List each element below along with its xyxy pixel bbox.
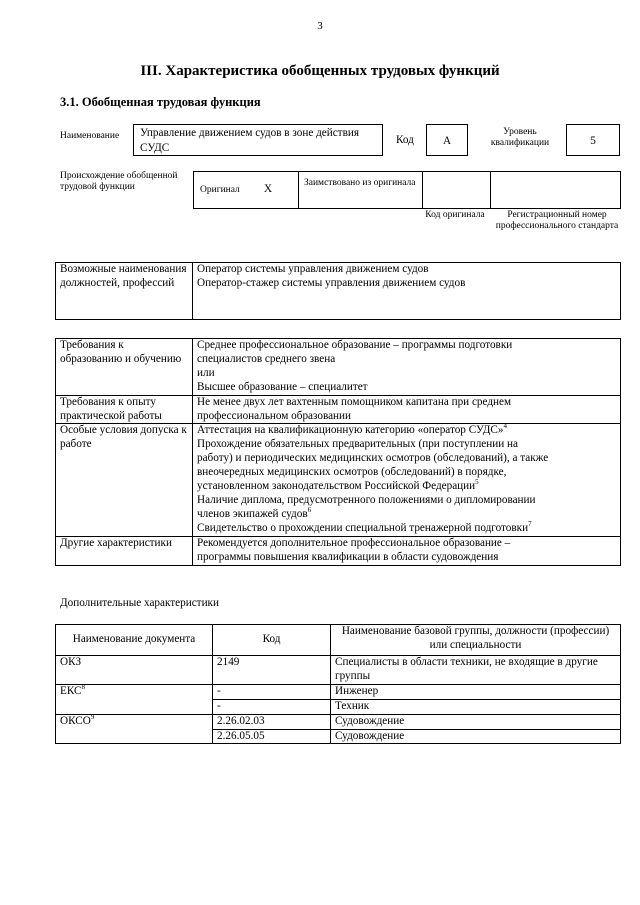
header-name: Наименование базовой группы, должности (профессии) или специальности <box>331 625 621 656</box>
page-number: 3 <box>317 20 323 32</box>
eks-name: Техник <box>331 699 621 714</box>
text-line: Наличие диплома, предусмотренного положениями о дипломировании <box>197 493 536 506</box>
function-name-value: Управление движением судов в зоне действия СУДС <box>140 127 359 154</box>
code-value: A <box>442 135 452 147</box>
text-line: Не менее двух лет вахтенным помощником капитана при среднем <box>197 395 512 408</box>
header-doc: Наименование документа <box>56 625 213 656</box>
positions-table <box>55 262 621 320</box>
text-line: Рекомендуется дополнительное профессиональное образование – <box>197 536 511 549</box>
eks-code: - <box>213 684 331 699</box>
divider <box>490 172 491 208</box>
experience-value <box>193 395 621 424</box>
name-label: Наименование <box>60 131 120 141</box>
text-line: Среднее профессиональное образование – программы подготовки <box>197 339 513 351</box>
other-value <box>193 536 621 565</box>
text-line: программы повышения квалификации в области судовождения <box>197 550 499 563</box>
okz-code: 2149 <box>213 656 331 685</box>
function-name-field <box>133 124 383 156</box>
text-line: Прохождение обязательных предварительных (при поступлении на <box>197 438 518 451</box>
text-line: внеочередных медицинских осмотров (обследований) в порядке, <box>197 466 507 479</box>
divider <box>298 172 299 208</box>
position-item: Оператор-стажер системы управления движением судов <box>197 276 466 289</box>
text-line <box>197 424 616 438</box>
okz-doc: ОКЗ <box>56 656 213 685</box>
special-label: Особые условия допуска к работе <box>56 424 193 536</box>
education-value <box>193 339 621 396</box>
doc-name: ЕКС <box>60 684 82 697</box>
text-line: работу) и периодических медицинских осмотров (обследований), а также <box>197 452 549 465</box>
level-label: Уровень квалификации <box>490 127 550 148</box>
line-text: Свидетельство о прохождении специальной тренажерной подготовки <box>197 521 529 534</box>
original-mark: X <box>264 183 273 195</box>
origin-label: Происхождение обобщенной трудовой функции <box>60 171 178 192</box>
header-code: Код <box>213 625 331 656</box>
original-label: Оригинал <box>200 185 240 195</box>
text-line <box>197 480 616 494</box>
okso-name: Судовождение <box>331 729 621 744</box>
line-text: членов экипажей судов <box>197 507 308 520</box>
reg-number-caption: Регистрационный номер профессионального стандарта <box>495 210 619 231</box>
text-line <box>197 505 616 522</box>
level-value: 5 <box>590 135 596 147</box>
okso-doc <box>56 714 213 744</box>
section-title: III. Характеристика обобщенных трудовых функций <box>140 63 500 79</box>
level-field <box>566 124 620 156</box>
eks-code: - <box>213 699 331 714</box>
footnote-ref: 6 <box>307 505 312 514</box>
footnote-ref: 4 <box>503 422 507 431</box>
additional-title: Дополнительные характеристики <box>60 597 219 609</box>
positions-label: Возможные наименования должностей, профессий <box>56 263 193 320</box>
other-label: Другие характеристики <box>56 536 193 565</box>
divider <box>422 172 423 208</box>
okso-name: Судовождение <box>331 714 621 729</box>
positions-list <box>193 263 621 320</box>
additional-table <box>55 624 621 744</box>
code-field <box>426 124 468 156</box>
code-original-caption: Код оригинала <box>425 210 485 220</box>
okso-code: 2.26.05.05 <box>213 729 331 744</box>
text-line: специалистов среднего звена <box>197 352 336 365</box>
line-text: установленном законодательством Российской Федерации <box>197 480 476 493</box>
doc-name: ОКСО <box>60 714 91 727</box>
education-label: Требования к образованию и обучению <box>56 339 193 396</box>
eks-name: Инженер <box>331 684 621 699</box>
footnote-ref: 8 <box>81 682 85 691</box>
position-item: Оператор системы управления движением судов <box>197 263 429 275</box>
text-line: Высшее образование – специалитет <box>197 380 368 393</box>
footnote-ref: 7 <box>528 519 532 528</box>
text-line: или <box>197 366 215 379</box>
requirements-table <box>55 338 621 566</box>
text-line <box>197 519 616 536</box>
code-label: Код <box>396 134 414 146</box>
line-text: Аттестация на квалификационную категорию «оператор СУДС» <box>197 424 504 437</box>
origin-box <box>193 171 621 209</box>
footnote-ref: 9 <box>90 712 95 721</box>
experience-label: Требования к опыту практической работы <box>56 395 193 424</box>
footnote-ref: 5 <box>475 478 479 487</box>
text-line: профессиональном образовании <box>197 409 352 422</box>
subsection-title: 3.1. Обобщенная трудовая функция <box>60 95 261 109</box>
okso-code: 2.26.02.03 <box>213 714 331 729</box>
eks-doc <box>56 684 213 714</box>
borrowed-label: Заимствовано из оригинала <box>304 178 416 188</box>
special-value <box>193 424 621 536</box>
okz-name: Специалисты в области техники, не входящие в другие группы <box>331 656 621 685</box>
